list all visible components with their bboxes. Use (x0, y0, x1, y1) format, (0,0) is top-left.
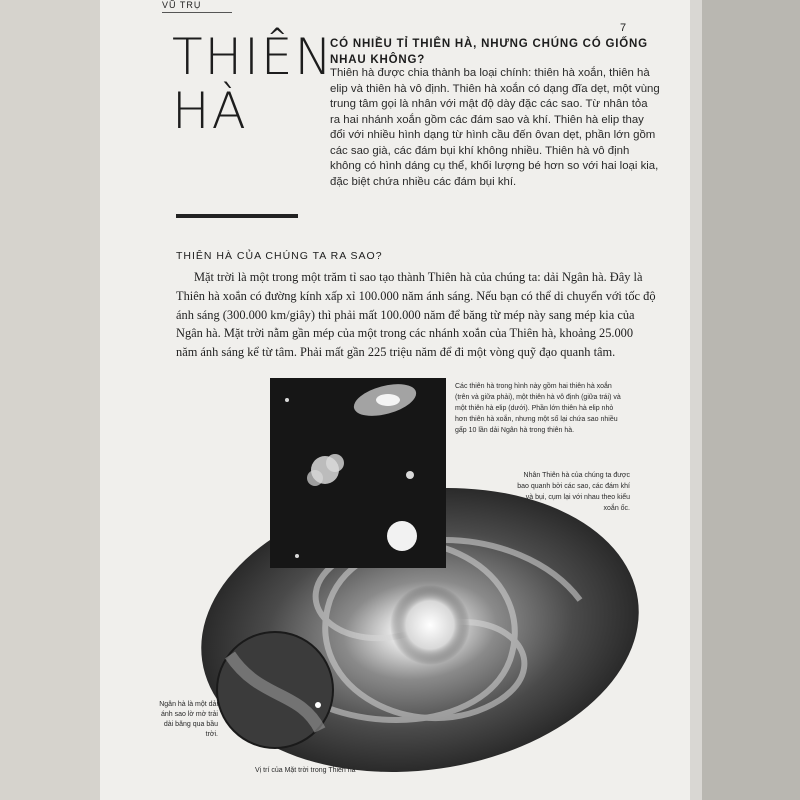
caption-galaxies: Các thiên hà trong hình này gồm hai thiên hà xoắn (trên và giữa phải), một thiên hà vô định (giữa trái) và một thiên hà elip (dưới). Phần lớn thiên hà elip nhỏ hơn thiên hà xoắn, nhưng một số lại chứa sao nhiều gấp 10 lần dải Ngân hà trong thiên hà. (455, 383, 621, 434)
title-line-2: HÀ (172, 82, 248, 140)
caption-nucleus: Nhân Thiên hà của chúng ta được bao quanh bởi các sao, các đám khí và bụi, cụm lại với nhau theo kiểu xoắn ốc. (517, 472, 630, 512)
caption-sun-position: Vị trí của Mặt trời trong Thiên hà (255, 767, 356, 774)
lead-body: Thiên hà được chia thành ba loại chính: thiên hà xoắn, thiên hà elip và thiên hà vô định. Thiên hà xoắn có dạng đĩa dẹt, một vùng trung tâm gọi là nhân với mật độ dày đặc các sao. Từ nhân tỏa ra hai nhánh xoắn gồm các đám sao và khí. Thiên hà elip thay đổi với nhiều hình dạng từ hình cầu đến ôvan dẹt, phần lớn gồm các sao già, các đám bụi khí không nhiều. Thiên hà vô định không có hình dáng cụ thể, khối lượng bé hơn so với hai loại kia, đặc biệt chứa nhiều các đám bụi khí. (330, 67, 660, 188)
sun-position-marker (315, 702, 321, 708)
caption-milky-way: Ngân hà là một dải ánh sao lờ mờ trải dài băng qua bầu trời. (159, 701, 218, 738)
page-number: 7 (620, 22, 627, 34)
section-label: VŨ TRỤ (162, 0, 202, 10)
milky-way-inset-image (217, 632, 333, 748)
title-line-1: THIÊN (172, 28, 334, 86)
main-paragraph: Mặt trời là một trong một trăm tỉ sao tạo thành Thiên hà của chúng ta: dải Ngân hà. Đây là Thiên hà xoắn có đường kính xấp xỉ 100.000 năm ánh sáng. Nếu bạn có thể di chuyển với tốc độ ánh sáng (300.000 km/giây) thì phải mất 100.000 năm để băng từ mép này sang mép kia của Ngân hà. Mặt trời nằm gần mép của một trong các nhánh xoắn của Thiên hà, khoảng 25.000 năm ánh sáng kể từ tâm. Phải mất gần 225 triệu năm để đi một vòng quỹ đạo quanh tâm. (176, 270, 656, 360)
subheading: THIÊN HÀ CỦA CHÚNG TA RA SAO? (176, 250, 383, 262)
lead-question: CÓ NHIỀU TỈ THIÊN HÀ, NHƯNG CHÚNG CÓ GIỐNG NHAU KHÔNG? (330, 38, 648, 66)
galaxies-inset-image (270, 378, 446, 568)
